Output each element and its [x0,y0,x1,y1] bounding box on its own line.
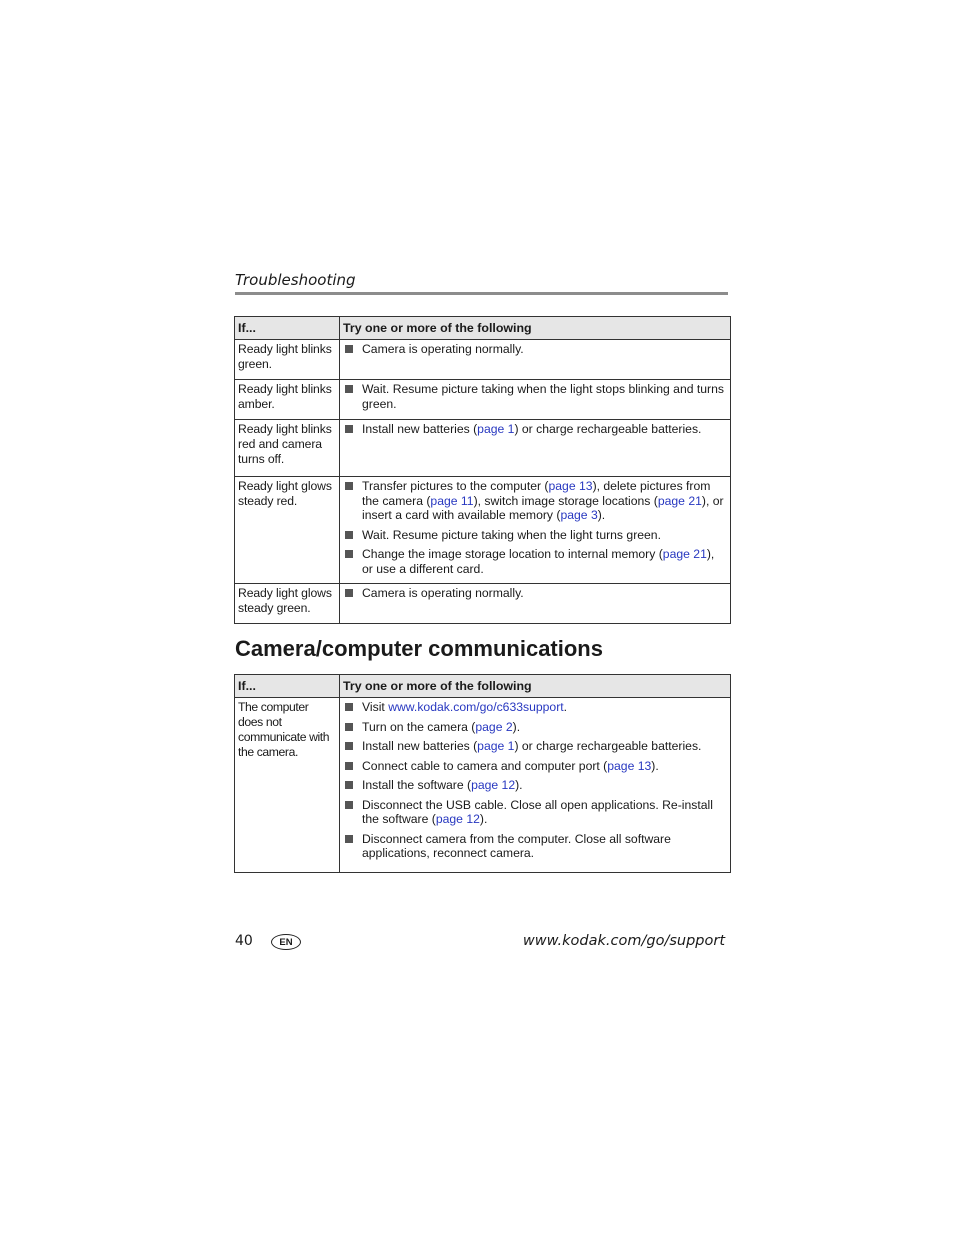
page-link[interactable]: page 21 [657,493,702,508]
square-bullet-icon [345,425,353,433]
column-header-if: If... [235,675,340,698]
options-cell [340,477,731,584]
page-link[interactable]: page 1 [477,422,515,436]
condition-cell: Ready light blinks green. [235,340,340,380]
list-item: Visit www.kodak.com/go/c633support. [343,700,727,715]
section-title: Camera/computer communications [235,636,603,661]
square-bullet-icon [345,482,353,490]
page-link[interactable]: page 11 [430,493,474,508]
square-bullet-icon [345,723,353,731]
square-bullet-icon [345,703,353,711]
condition-cell: Ready light blinks red and camera turns off. [235,420,340,477]
square-bullet-icon [345,801,353,809]
square-bullet-icon [345,835,353,843]
table-row [235,420,731,477]
list-item: Camera is operating normally. [343,586,727,601]
table-header-row [235,675,731,698]
page-link[interactable]: page 2 [475,719,513,734]
square-bullet-icon [345,762,353,770]
list-item: Disconnect camera from the computer. Close all software applications, reconnect camera. [343,832,727,861]
options-cell [340,420,731,477]
list-item: Wait. Resume picture taking when the light turns green. [343,528,727,543]
troubleshooting-table-communications [234,674,731,873]
square-bullet-icon [345,781,353,789]
running-header: Troubleshooting [235,271,356,289]
list-item: Install new batteries (page 1) or charge rechargeable batteries. [343,739,727,754]
page-link[interactable]: page 21 [662,547,707,561]
page-number: 40 [235,933,253,949]
list-item: Disconnect the USB cable. Close all open applications. Re-install the software (page 12). [343,798,727,827]
column-header-try: Try one or more of the following [340,675,731,698]
list-item: Change the image storage location to internal memory (page 21), or use a different card. [343,547,727,576]
table-row [235,477,731,584]
language-badge-icon: EN [271,934,301,950]
column-header-try: Try one or more of the following [340,317,731,340]
table-row [235,584,731,624]
page-link[interactable]: page 12 [435,812,480,826]
square-bullet-icon [345,345,353,353]
list-item: Transfer pictures to the computer (page 13), delete pictures from the camera (page 11), switch image storage locations (page 21), or insert a card with available memory (page 3). [343,479,727,523]
list-item: Connect cable to camera and computer port (page 13). [343,759,727,774]
table-row [235,380,731,420]
header-rule [235,292,728,295]
condition-cell: Ready light glows steady red. [235,477,340,584]
options-cell [340,340,731,380]
square-bullet-icon [345,385,353,393]
troubleshooting-table-ready-light [234,316,731,624]
page-link[interactable]: page 3 [560,508,598,522]
list-item: Turn on the camera (page 2). [343,720,727,735]
square-bullet-icon [345,589,353,597]
options-cell [340,584,731,624]
list-item: Install the software (page 12). [343,778,727,793]
square-bullet-icon [345,550,353,558]
page-link[interactable]: page 13 [548,479,593,493]
list-item: Wait. Resume picture taking when the light stops blinking and turns green. [343,382,727,411]
footer-support-url: www.kodak.com/go/support [522,933,725,949]
table-row [235,698,731,873]
condition-cell: The computer does not communicate with the camera. [235,698,340,873]
condition-cell: Ready light glows steady green. [235,584,340,624]
list-item: Camera is operating normally. [343,342,727,357]
options-cell [340,380,731,420]
condition-cell: Ready light blinks amber. [235,380,340,420]
support-url-link[interactable]: www.kodak.com/go/c633support [388,700,564,714]
page-link[interactable]: page 12 [471,778,516,792]
options-cell [340,698,731,873]
list-item: Install new batteries (page 1) or charge rechargeable batteries. [343,422,727,437]
square-bullet-icon [345,531,353,539]
square-bullet-icon [345,742,353,750]
table-header-row [235,317,731,340]
page-link[interactable]: page 1 [477,739,515,753]
page-link[interactable]: page 13 [607,758,652,773]
table-row [235,340,731,380]
column-header-if: If... [235,317,340,340]
